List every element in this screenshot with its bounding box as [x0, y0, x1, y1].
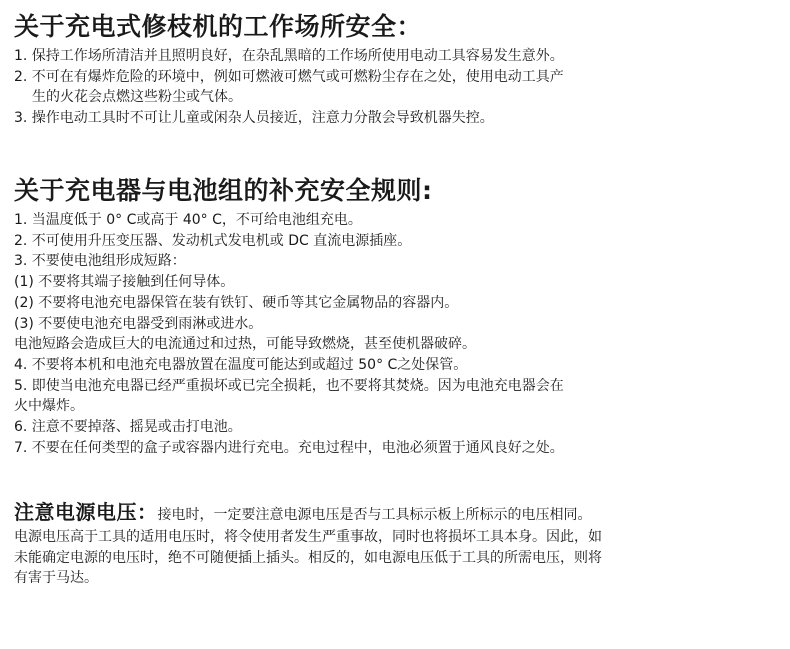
voltage-intro — [14, 500, 784, 527]
section-title: 关于充电式修枝机的工作场所安全： — [14, 12, 423, 41]
rule-line: 未能确定电源的电压时，绝不可随便插上插头。相反的，如电源电压低于工具的所需电压，则将 — [14, 549, 602, 566]
rule-line: 1. 保持工作场所清洁并且照明良好，在杂乱黑暗的工作场所使用电动工具容易发生意外。 — [14, 48, 564, 64]
power-voltage-section — [14, 500, 784, 589]
rule-line: 1. 当温度低于 0° C或高于 40° C，不可给电池组充电。 — [14, 212, 362, 228]
rule-line: 3. 操作电动工具时不可让儿童或闲杂人员接近，注意力分散会导致机器失控。 — [14, 110, 494, 127]
rule-line: 生的火花会点燃这些粉尘或气体。 — [32, 89, 242, 106]
rule-line: 2. 不可使用升压变压器、发动机式发电机或 DC 直流电源插座。 — [14, 232, 412, 249]
rule-line: 3. 不要使电池组形成短路： — [14, 253, 186, 270]
rule-line: 火中爆炸。 — [14, 398, 84, 415]
rule-line: 电源电压高于工具的适用电压时，将令使用者发生严重事故，同时也将损坏工具本身。因此，如 — [14, 529, 602, 545]
rule-line: (2) 不要将电池充电器保管在装有铁钉、硬币等其它金属物品的容器内。 — [14, 294, 459, 311]
rule-line: (3) 不要使电池充电器受到雨淋或进水。 — [14, 315, 263, 332]
charger-battery-section — [14, 176, 784, 458]
rule-line: 6. 注意不要掉落、摇晃或击打电池。 — [14, 419, 242, 436]
rule-line: 5. 即使当电池充电器已经严重损坏或已完全损耗，也不要将其焚烧。因为电池充电器会在 — [14, 377, 564, 394]
section-title: 注意电源电压： — [14, 500, 158, 524]
rule-line: 电池短路会造成巨大的电流通过和过热，可能导致燃烧，甚至使机器破碎。 — [14, 336, 476, 353]
section-title: 关于充电器与电池组的补充安全规则: — [14, 176, 433, 205]
rule-line: 有害于马达。 — [14, 570, 98, 587]
rule-line: 4. 不要将本机和电池充电器放置在温度可能达到或超过 50° C之处保管。 — [14, 356, 468, 373]
workplace-safety-section — [14, 12, 784, 129]
rule-line: (1) 不要将其端子接触到任何导体。 — [14, 274, 235, 291]
voltage-first-line: 接电时，一定要注意电源电压是否与工具标示板上所标示的电压相同。 — [157, 507, 592, 523]
rule-line: 7. 不要在任何类型的盒子或容器内进行充电。充电过程中，电池必须置于通风良好之处。 — [14, 439, 564, 456]
rule-line: 2. 不可在有爆炸危险的环境中，例如可燃液可燃气或可燃粉尘存在之处，使用电动工具产 — [14, 68, 564, 85]
